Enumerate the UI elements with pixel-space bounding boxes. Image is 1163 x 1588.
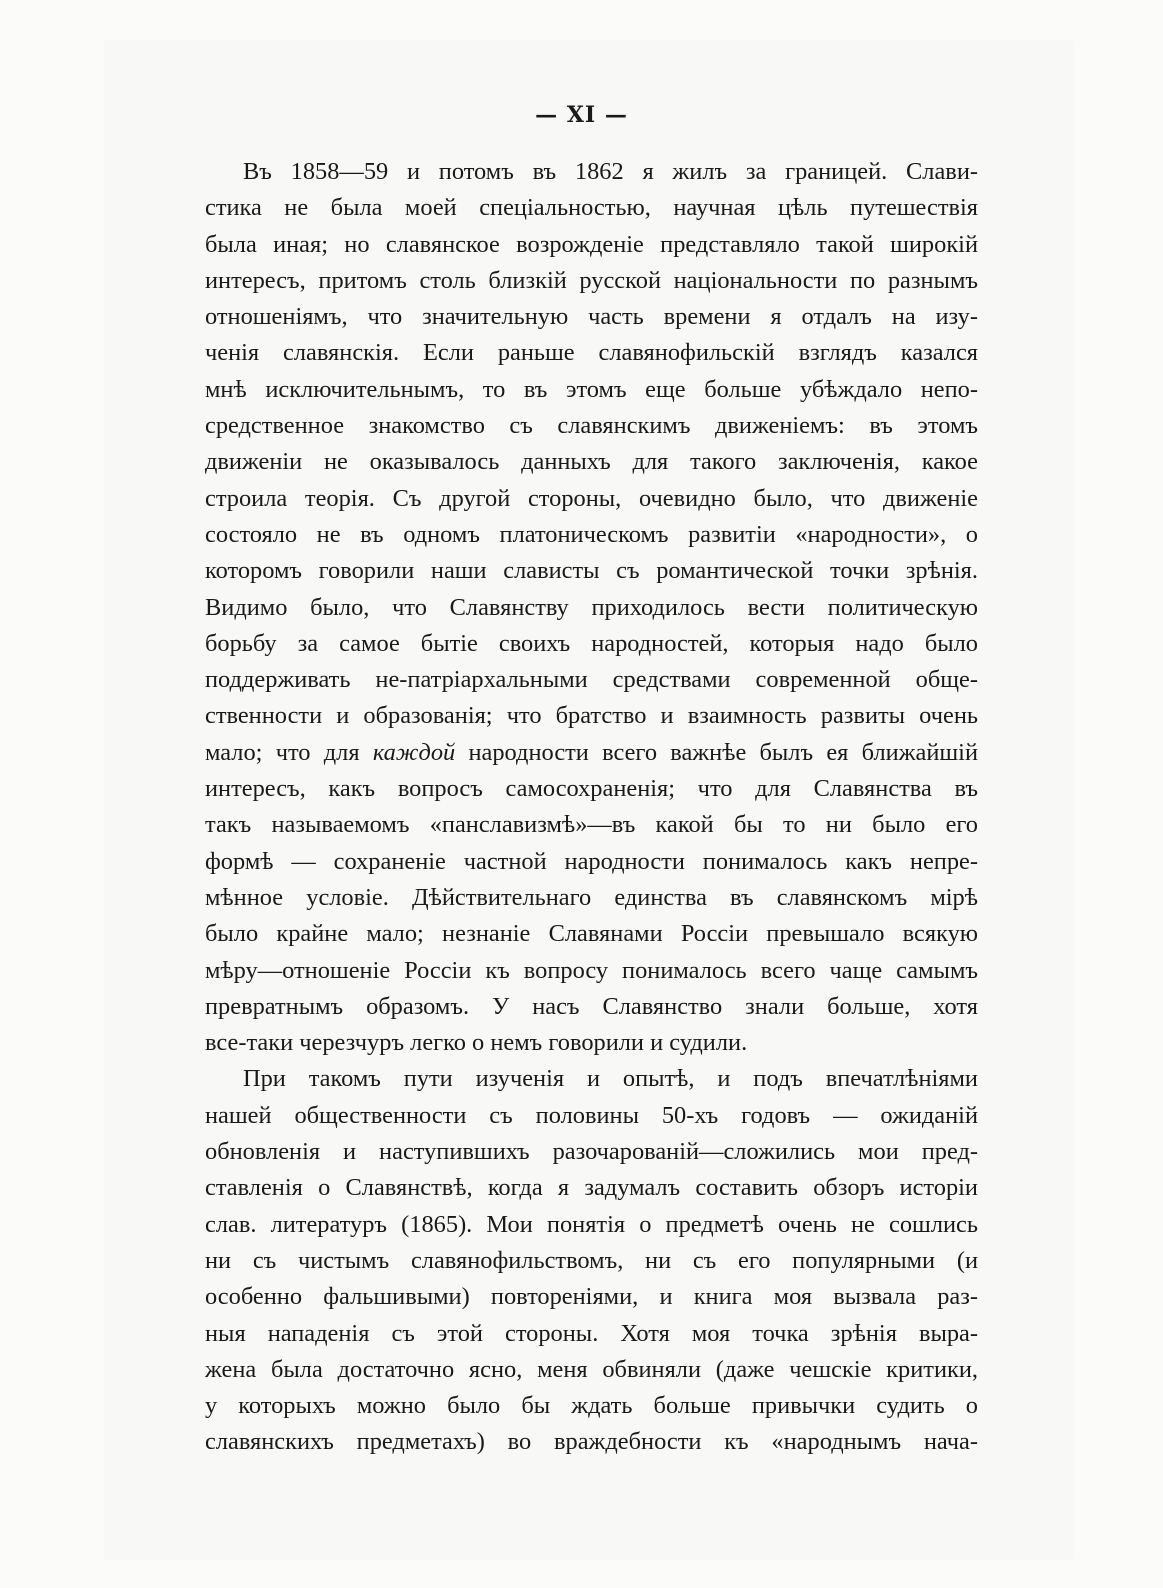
page-number: — XI — <box>535 102 628 128</box>
text-line: движеніи не оказывалось данныхъ для такого заключенія, какое <box>205 448 978 476</box>
text-line: поддерживать не-патріархальными средствами современной обще- <box>205 666 978 694</box>
text-line: было крайне мало; незнаніе Славянами Россіи превышало всякую <box>205 920 978 948</box>
text-line: у которыхъ можно было бы ждать больше привычки судить о <box>205 1392 978 1420</box>
text-line: ни съ чистымъ славянофильствомъ, ни съ его популярными (и <box>205 1246 978 1274</box>
text-line: средственное знакомство съ славянскимъ движеніемъ: въ этомъ <box>205 412 978 440</box>
text-line: Въ 1858—59 и потомъ въ 1862 я жилъ за границей. Слави- <box>243 158 978 185</box>
text-line: ставленія о Славянствѣ, когда я задумалъ составить обзоръ исторіи <box>205 1174 978 1202</box>
text-line: нашей общественности съ половины 50-хъ годовъ — ожиданій <box>205 1101 978 1129</box>
text-line: мѣнное условіе. Дѣйствительнаго единства въ славянскомъ мірѣ <box>205 883 978 911</box>
text-line: славянскихъ предметахъ) во враждебности къ «народнымъ нача- <box>205 1428 978 1456</box>
text-line: состояло не въ одномъ платоническомъ развитіи «народности», о <box>205 520 978 548</box>
emphasized-word: каждой <box>372 738 456 766</box>
text-line: мѣру—отношеніе Россіи къ вопросу понималось всего чаще самымъ <box>205 956 978 984</box>
text-line: все-таки черезчуръ легко о немъ говорили и судили. <box>205 1029 748 1057</box>
text-line: строила теорія. Съ другой стороны, очевидно было, что движеніе <box>205 484 978 512</box>
text-line: ныя нападенія съ этой стороны. Хотя моя точка зрѣнія выра- <box>205 1319 978 1347</box>
text-line: жена была достаточно ясно, меня обвиняли (даже чешскіе критики, <box>205 1355 978 1383</box>
text-line: мнѣ исключительнымъ, то въ этомъ еще больше убѣждало непо- <box>205 375 978 403</box>
text-line: которомъ говорили наши слависты съ романтической точки зрѣнія. <box>205 557 978 585</box>
text-line: была иная; но славянское возрожденіе представляло такой широкій <box>205 230 978 258</box>
text-line: ственности и образованія; что братство и взаимность развиты очень <box>205 702 978 730</box>
text-line: превратнымъ образомъ. У насъ Славянство знали больше, хотя <box>205 992 978 1020</box>
text-line: формѣ — сохраненіе частной народности понималось какъ непре- <box>205 847 978 875</box>
text-fragment: мало; что для <box>205 738 373 766</box>
text-line: слав. литературъ (1865). Мои понятія о предметѣ очень не сошлись <box>205 1210 978 1238</box>
text-line: Видимо было, что Славянству приходилось вести политическую <box>205 593 978 621</box>
text-line: стика не была моей спеціальностью, научная цѣль путешествія <box>205 194 978 222</box>
text-fragment: народности всего важнѣе былъ ея ближайшій <box>455 738 979 766</box>
text-line: отношеніямъ, что значительную часть времени я отдалъ на изу- <box>205 303 978 331</box>
text-line: обновленія и наступившихъ разочарованій—сложились мои пред- <box>205 1138 978 1166</box>
text-line: борьбу за самое бытіе своихъ народностей, которыя надо было <box>205 629 978 657</box>
text-line: При такомъ пути изученія и опытѣ, и подъ впечатлѣніями <box>243 1065 978 1093</box>
text-line: ченія славянскія. Если раньше славянофильскій взглядъ казался <box>205 339 978 367</box>
text-line: такъ называемомъ «панславизмѣ»—въ какой бы то ни было его <box>205 811 978 839</box>
body-text <box>205 154 978 1461</box>
text-line: интересъ, притомъ столь близкій русской національности по разнымъ <box>205 266 978 294</box>
text-line: интересъ, какъ вопросъ самосохраненія; что для Славянства въ <box>205 775 978 803</box>
text-line: особенно фальшивыми) повтореніями, и книга моя вызвала раз- <box>205 1283 978 1311</box>
text-line-emphasis <box>205 735 978 771</box>
